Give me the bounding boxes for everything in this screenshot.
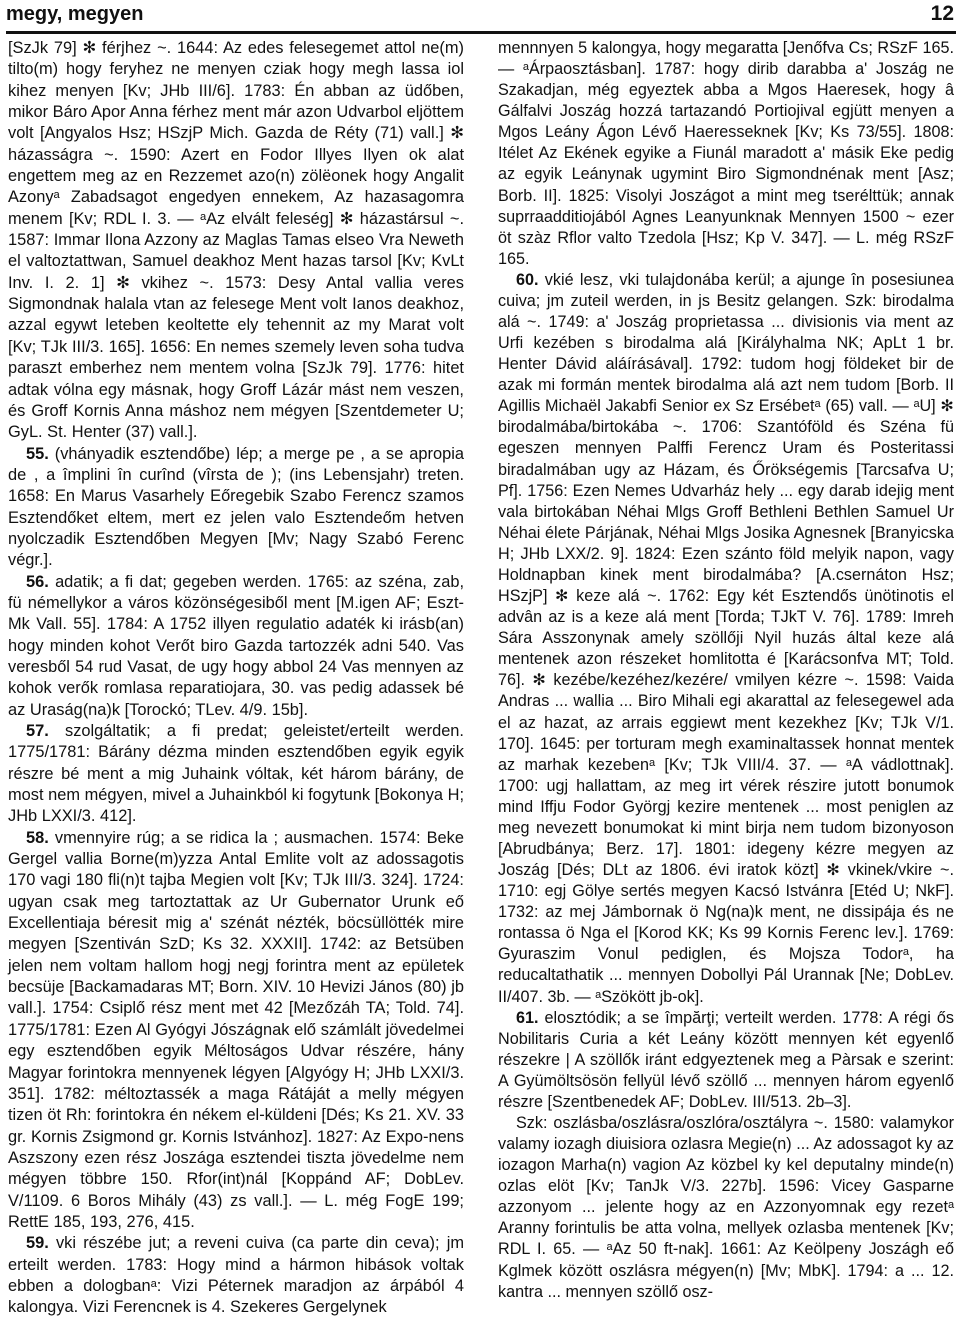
- sense-59: 59. vki részébe jut; a reveni cuiva (ca parte din ceva); jm erteilt werden. 1783: Hogy mind a hármon hibások voltak ebben a dologbanᵃ: Vizi Péternek maradjon az árpából 4 kalongya. Vizi Ferencnek is 4. Szekeres Gergelynek: [8, 1234, 464, 1317]
- right-column: [498, 38, 954, 1303]
- sense-60: 60. vkié lesz, vki tulajdonába kerül; a ajunge în posesiunea cuiva; jm zuteil werden, in js Besitz gelangen. Szk: birodalma alá ~. 1749: a' Joszág proprietassa ... divisionis via ment az Urfi kezében s birodalma alá [Királyhalma NK; ApLt 1 br. Henter Dávid aláírásával]. 1792: tudom hogj földeket bir de azak mi formán mentek birodalma alá azt nem tudom [Borb. II Agillis Michaël Jakabfi Senior ex Sz Ersébetᵃ (65) vall. — ᵃU] ✻ birodalmába/birtokába ~. 1706: Szantóföld és Széna fü egeszen mennyen Palffi Ferencz Uram és Posteritassi biradalmában ugy az Házam, és Őrökségemis [Tarcsafva U; Pf]. 1756: Ezen Nemes Udvarház hely ... egy darab idejig ment vala birtokában Néhai Mlgs Groff Bethleni Bethlen Samuel Ur Néhai élete Párjának, Néhai Mlgs Josika Agnesnek [Branyicska H; JHb LXX/2. 9]. 1824: Ezen szánto föld melyik napon, vagy Holdnapban kinek ment birodalmába? [A.csernáton Hsz; HSzjP] ✻ keze alá ~. 1762: Egy két Esztendős ünötinotis el advân az is a keze alá ment [Torda; TJkT V. 76]. 1789: Imreh Sára Asszonynak amely szöllőji Nyil huzás által keze alá mentenek azon részeket homlitotta é [Karácsonfva MT; Told. 76]. ✻ kezébe/kezéhez/kezére/ vmilyen kézre ~. 1598: Vaida Andras ... wallia ... Biro Mihali egi akarattal az felesegewel ada el az hazat, az arrais eggiewt ment kezekhez [Kv; TJk V/1. 170]. 1645: per torturam megh examinaltassek honnat mentek az marhak kezebenᵃ [Kv; TJk VIII/4. 37. — ᵃA vádlottnak]. 1700: ugj hallattam, az meg irt vérek részire jutott bonumok mind Iffju Fodor Györgj kezire mentenek ... most peniglen az meg nevezett bonumokat ki mint birja nem tudom bizonyoson [Abrudbánya; Berz. 17]. 1801: idegeny kézre megyen az Joszág [Dés; DLt az 1806. évi iratok közt] ✻ vkinek/vkire ~. 1710: egj Gölye sertés megyen Kacsó Istvánra [Etéd U; NkF]. 1732: az mej Jámbornak ö Ng(na)k ment, ne dissipája és ne rontassa ö Nga el [Korod KK; Ks 99 Kornis Ferenc lev.]. 1769: Gyuraszim Vonul pediglen, és Mojsza Todorᵃ, ha reducaltathatik ... mennyen Dobollyi Pál Urannak [Ne; DobLev. II/407. 3b. — ᵃSzökött jb-ok].: [498, 270, 955, 1006]
- sense-58: 58. vmennyire rúg; a se ridica la ; ausmachen. 1574: Beke Gergel vallia Borne(m)yzza Antal Emlite volt az adossagotis 170 vagi 180 fli(n)t tajba Megien volt [Kv; TJk III/3. 324]. 1724: ugyan csak meg tartoztattak az Ur Gubernator Urunk eő Excellentiaja béresit mig a' szénát nézték, böcsüllötték mire megyen [Szentiván SzD; Ks 32. XXXII]. 1742: az Betsüben jelen nem voltam hallom hogj negj forintra ment az epületek becsüje [Backamadaras MT; Born. XIV. 10 Hevizi János (80) jb vall.]. 1754: Csiplő rész ment met 42 [Mezőzáh TA; Told. 74]. 1775/1781: Ezen Al Gyógyi Jószágnak elő számlált jövedelmei egy esztendőben egyik Méltoságos Udvar részére, hány Magyar forintokra mennyenek légyen [Algyógy H; JHb LXXI/3. 351]. 1782: méltoztassék a maga Rátáját a melly mégyen tizen öt Rh: forintokra én nékem el-küldeni [Dés; Ks 21. XV. 33 gr. Kornis Zsigmond gr. Kornis Istvánhoz]. 1827: Az Expo-nens Aszszony ezen rész Joszága esztendei tiszta jövedelme nem mégyen többre 150. Rfor(int)nál [Koppánd AF; DobLev. V/1109. 6 Boros Mihály (43) zs vall.]. — L. még FogE 199; RettE 185, 193, 276, 415.: [8, 828, 464, 1231]
- left-column: [8, 38, 464, 1319]
- sense-56: 56. adatik; a fi dat; gegeben werden. 1765: az széna, zab, fü némellykor a város közönségesiből ment [M.igen AF; Eszt-Mk Vall. 55]. 1784: A 1752 illyen regulatio adaték ki irásb(an) hogy minden kohot Verőt biro Gazda tartozzék adni 540. Vas veresből 54 rud Vasat, de ugy hogy abbol 24 Vas mennyen az kohok verők romlasa reparatiojara, 30. vas pedig adassek bé az Uraság(na)k [Torockó; TLev. 4/9. 15b].: [8, 572, 464, 719]
- sense-number: 60.: [516, 270, 539, 289]
- sense-number: 59.: [26, 1234, 49, 1253]
- paragraph: [SzJk 79] ✻ férjhez ~. 1644: Az edes felesegemet attol ne(m) tilto(m) hogy feryhez ne menyen cziak hogy megh lassa iol kihez menyen [Kv; JHb III/6]. 1783: Én abban az üdőben, mikor Báro Apor Anna férhez ment már azon Udvarbol eljöttem volt [Angyalos Hsz; HSzjP Mich. Gazda de Réty (71) vall.] ✻ házasságra ~. 1590: Azert en Fodor Illyes Ilyen ok alat engettem meg az en Rezzemet azo(n) zölëonek hogy Angalit Azonyᵃ Zabadsagot engedyen ennekem, Az hazasagomra menem [Kv; RDL I. 3. — ᵃAz elvált feleség] ✻ házastársul ~. 1587: Immar Ilona Azzony az Maglas Tamas elseo Vra Neweth el valtoztattwan, Samuel deakhoz Ment hazas tarsol [Kv; KvLt Inv. I. 2. 1] ✻ vkihez ~. 1573: Desy Antal vallia veres Sigmondnak halala vtan az felesege Ment volt Ianos deakhoz, azzal egywt leteben keoltette ely tehennit az my Marat volt [Kv; TJk III/3. 165]. 1656: En nemes szemely leven soha tudva paraszt emberhez nem mentem volna [SzJk 79]. 1776: hitet adtak vólna egy másnak, hogy Groff Lázár mást nem veszen, és Groff Kornis Anna máshoz nem mégyen [Szentdemeter U; GyL. St. Henter (37) vall.].: [8, 39, 464, 442]
- sense-55: 55. (vhányadik esztendőbe) lép; a merge pe , a se apropia de , a împlini în curînd (vîrsta de ); (ins Lebensjahr) treten. 1658: En Marus Vasarhely Eőregebik Szabo Ferencz szamos Esztendőket eltem, mert ez jelen valo Esztendeőm hetven nyolczadik Esztendőben Megyen [Mv; Nagy Szabó Ferenc végr.].: [8, 444, 464, 570]
- sense-number: 58.: [26, 828, 49, 847]
- sense-57: 57. szolgáltatik; a fi predat; geleistet/erteilt werden. 1775/1781: Bárány dézma minden esztendőben egyik egyik részre bé ment a mig Juhaink vóltak, két három bárány, de most nem mégyen, mivel a Juhainkból ki fogytunk [Bokonya H; JHb LXXI/3. 412].: [8, 722, 464, 826]
- sense-number: 57.: [26, 722, 49, 740]
- sense-number: 56.: [26, 572, 49, 591]
- sense-61: 61. elosztódik; a se împărţi; verteilt werden. 1778: A régi ős Nobilitaris Curia a két Leány között mennyen két egyenlő részekre | A szöllők iránt edgyeztenek meg a Pàrsak e szerint: A Gyümöltsösön fellyül lévő szöllő ... mennyen három egyenlő részre [Szentbenedek AF; DobLev. III/513. 2b–3].: [498, 1008, 954, 1111]
- paragraph: mennnyen 5 kalongya, hogy megaratta [Jenőfva Cs; RSzF 165. — ᵃÁrpaosztásban]. 1787: hogy dirib darabba a' Joszág ne Szakadjan, még egyeztek abba a Mgos Haeresek, hogy â Gálfalvi Joszág hozzá tartazandó Portiojival egjütt menyen a Mgos Leány Ágon Lévő Haeresseknek [Kv; Ks 73/55]. 1808: Itélet Az Ekének egyike a Fiunál maradott a' másik Eke pedig az egyik Leánynak ugymint Biro Sigmondnénak ment [Asz; Borb. II]. 1825: Visolyi Joszágot a mint meg tserélttük; annak suprraadditiojából Agnes Leanyunknak Mennyen 1500 ~ ezer öt szàz Rflor valto Tzedola [Hsz; Kp V. 347]. — L. még RSzF 165.: [498, 39, 954, 268]
- page-number: 12: [930, 2, 954, 25]
- header-rule: [6, 31, 956, 34]
- subsense: Szk: oszlásba/oszlásra/oszlóra/osztályra ~. 1580: valamykor valamy iozagh diuisiora ozlasra Megie(n) ... Az adossagot ky az iozagon Marha(n) vagion Az közbel ky kel deputalny minde(n) ozlas elöt [Kv; TanJk V/3. 227b]. 1596: Vicey Gasparne azzonyom ... jelente hogy az en Azzonyomnak egy rezetᵃ Aranny forintulis be atta volna, mellyek ozlasba mentenek [Kv; RDL I. 65. — ᵃAz 50 ft-nak]. 1661: Az Keölpeny Joszágh eő Kglmek között oszlásra mégyen(n) [Mv; MbK]. 1794: a ... 12. kantra ... mennyen szöllő osz-: [498, 1113, 954, 1301]
- running-headword: megy, megyen: [6, 2, 144, 25]
- sense-number: 55.: [26, 444, 49, 463]
- running-header: [6, 0, 954, 28]
- sense-number: 61.: [516, 1008, 539, 1027]
